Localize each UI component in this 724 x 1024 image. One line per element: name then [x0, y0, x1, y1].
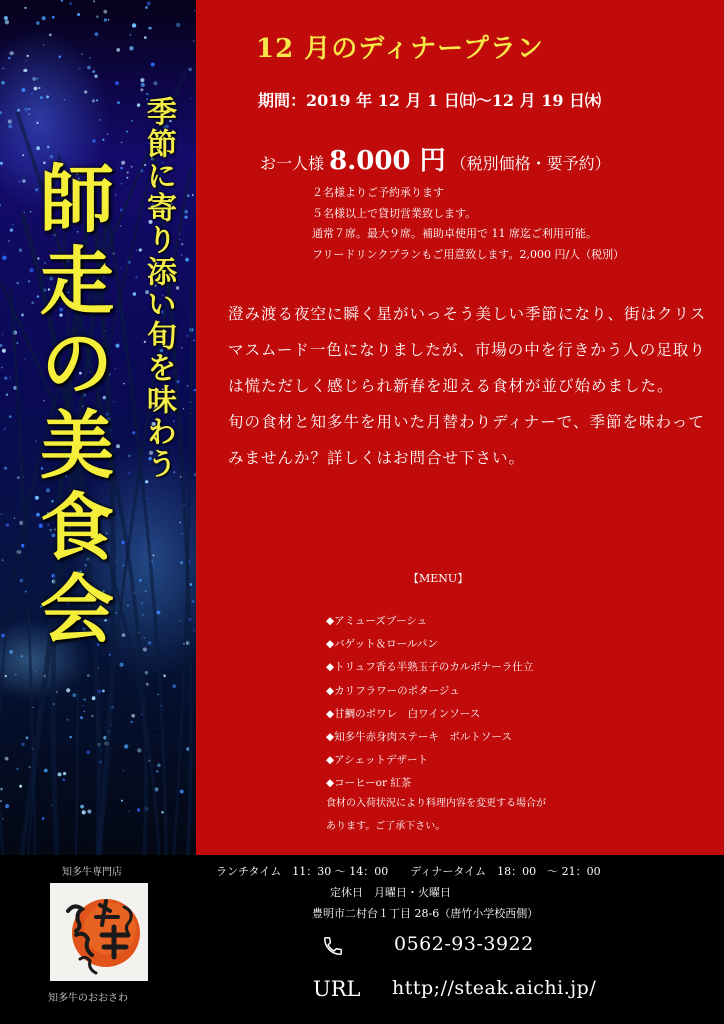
- menu-item: ◆バゲット＆ロールパン: [326, 638, 438, 651]
- reservation-notes: [312, 183, 624, 265]
- price-suffix: （税別価格・要予約）: [450, 154, 611, 173]
- menu-heading: 【MENU】: [408, 572, 469, 585]
- shop-name: 知多牛のおおさわ: [48, 993, 128, 1004]
- shop-label: 知多牛専門店: [62, 867, 122, 878]
- menu-item: ◆コーヒーor 紅茶: [326, 777, 412, 790]
- price-prefix: お一人様: [260, 154, 325, 173]
- shop-address: 豊明市二村台１丁目 28-6（唐竹小学校西側）: [312, 907, 539, 920]
- shop-footer: [0, 855, 724, 1024]
- plan-title: 12 月のディナープラン: [256, 34, 544, 64]
- url-label: URL: [313, 977, 361, 1001]
- note-line: フリードリンクプランもご用意致します。2,000 円/人（税別）: [312, 247, 625, 261]
- intro-paragraph: 澄み渡る夜空に瞬く星がいっそう美しい季節になり、街はクリスマスムード一色になりましたが、市場の中を行きかう人の足取りは慌ただしく感じられ新春を迎える食材が並び始めました。: [228, 305, 707, 395]
- menu-item: ◆甘鯛のポワレ 白ワインソース: [326, 707, 481, 720]
- event-title: 師走の美食会: [28, 160, 114, 652]
- illumination-photo: [0, 0, 196, 855]
- menu-note-line: 食材の入荷状況により料理内容を変更する場合が: [326, 798, 546, 809]
- menu-item: ◆アシェットデザート: [326, 754, 428, 767]
- shop-logo: [50, 883, 148, 981]
- phone-icon: [322, 935, 344, 957]
- seasonal-tagline: 季節に寄り添い旬を味わう: [141, 96, 176, 480]
- note-line: ５名様以上で貸切営業致します。: [312, 206, 477, 220]
- intro-paragraph: 旬の食材と知多牛を用いた月替わりディナーで、季節を味わってみませんか？詳しくはお問合せ下さい。: [228, 413, 705, 467]
- price-value: 8.000 円: [329, 146, 446, 176]
- shop-url-link[interactable]: http;//steak.aichi.jp/: [392, 977, 597, 999]
- dinner-plan-panel: [196, 0, 724, 855]
- menu-item: ◆アミューズブーシュ: [326, 615, 428, 627]
- note-line: 通常７席。最大９席。補助卓使用で 11 席迄ご利用可能。: [312, 227, 597, 240]
- phone-number[interactable]: 0562-93-3922: [394, 933, 534, 955]
- menu-note: [326, 792, 546, 838]
- menu-item: ◆トリュフ香る半熟玉子のカルボナーラ仕立: [326, 661, 534, 674]
- closed-days: 定休日 月曜日・火曜日: [330, 886, 451, 899]
- note-line: ２名様よりご予約承ります: [312, 186, 444, 199]
- plan-period: 期間：2019 年 12 月 1 日㈰〜12 月 19 日㈭: [258, 91, 602, 110]
- menu-item: ◆知多牛赤身肉ステーキ ボルトソース: [326, 731, 512, 744]
- intro-text: [228, 296, 718, 476]
- menu-list: [326, 610, 533, 796]
- menu-item: ◆カリフラワーのポタージュ: [326, 684, 460, 697]
- logo-mark: [50, 883, 148, 981]
- price-line: [260, 140, 611, 177]
- menu-note-line: あります。ご了承下さい。: [326, 821, 446, 832]
- business-hours: ランチタイム 11：30 〜 14：00 ディナータイム 18：00 〜 21：00: [216, 865, 601, 878]
